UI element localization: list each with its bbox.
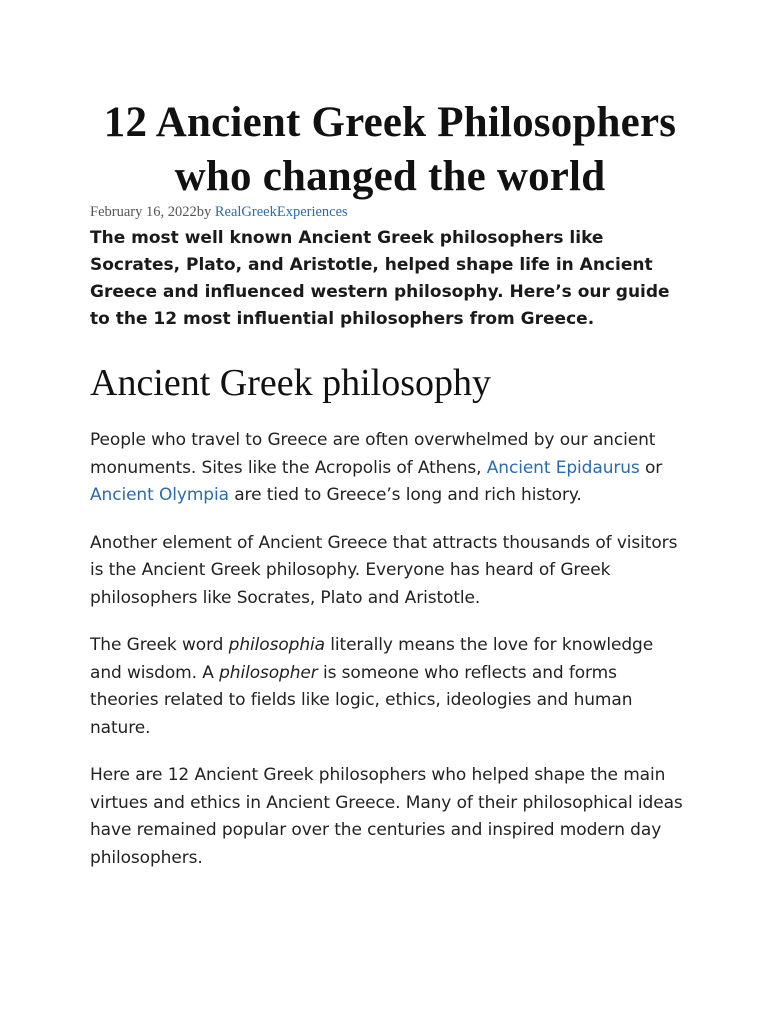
paragraph-text: is someone who reflects and forms theories related to fields like logic, ethics, ideologies and human nature. [90,662,633,738]
article-title: 12 Ancient Greek Philosophers who changed the world [103,99,677,200]
paragraph-monuments [90,427,690,510]
author-link[interactable]: RealGreekExperiences [214,204,348,220]
paragraph-definition [90,632,690,742]
article-meta [90,202,690,222]
paragraph-text: The Greek word [90,635,229,655]
article [90,96,690,872]
link-ancient-olympia[interactable]: Ancient Olympia [90,485,229,505]
paragraph-text: are tied to Greece’s long and rich history. [228,485,582,505]
paragraph-philosophy: Another element of Ancient Greece that attracts thousands of visitors is the Ancient Greek philosophy. Everyone has heard of Greek philosophers like Socrates, Plato and Aristotle. [90,532,678,608]
article-intro: The most well known Ancient Greek philosophers like Socrates, Plato, and Aristotle, helped shape life in Ancient Greece and influenced western philosophy. Here’s our guide to the 12 most influential philosophers from Greece. [90,228,670,329]
publish-date: February 16, 2022 [90,204,197,220]
paragraph-text: literally means the love for knowledge and wisdom. A [90,635,654,683]
paragraph-text: or [639,457,663,478]
byline-prefix: by [196,204,215,220]
term-philosopher: philosopher [219,662,318,683]
paragraph-overview: Here are 12 Ancient Greek philosophers who helped shape the main virtues and ethics in Ancient Greece. Many of their philosophical ideas have remained popular over the centuries and inspired modern day philosophers. [90,765,683,868]
section-heading: Ancient Greek philosophy [90,362,492,404]
term-philosophia: philosophia [228,635,325,655]
link-ancient-epidaurus[interactable]: Ancient Epidaurus [486,457,640,478]
paragraph-text: People who travel to Greece are often overwhelmed by our ancient monuments. Sites like the Acropolis of Athens, [90,430,656,478]
